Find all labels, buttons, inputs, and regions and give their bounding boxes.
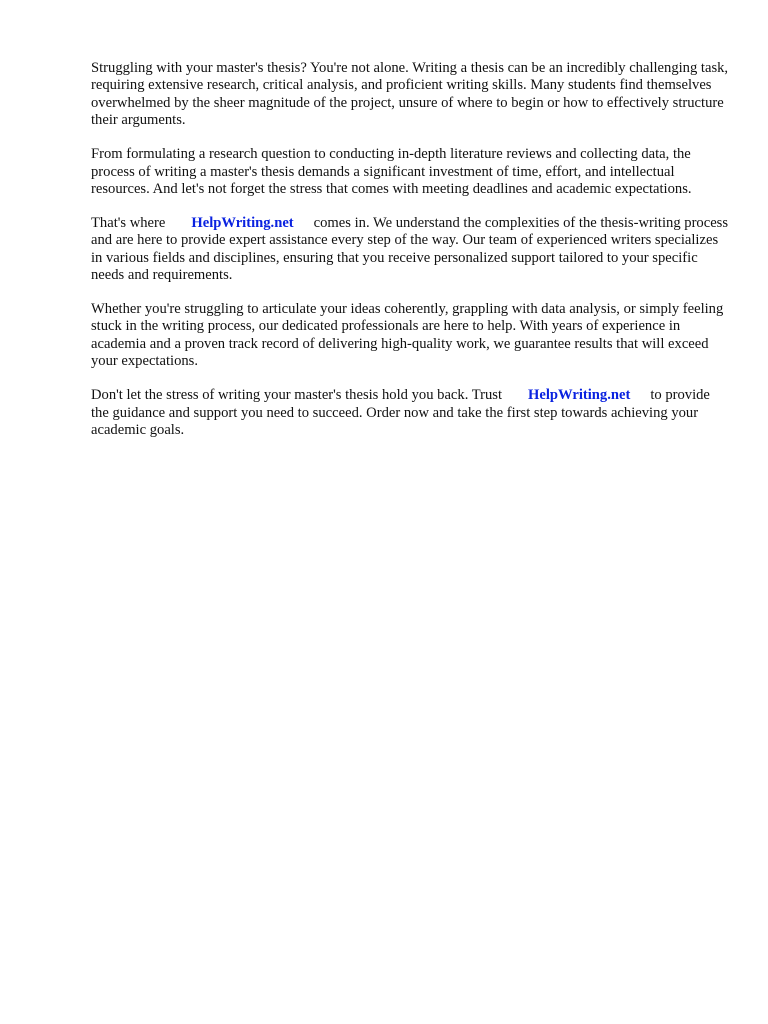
- paragraph-closing-lead: Don't let the stress of writing your master's thesis hold you back. Trust: [91, 387, 503, 404]
- paragraph-service-rest: comes in. We understand the complexities of the thesis-writing process and are here to provide expert assistance every step of the way. Our team of experienced writers specializes in various fields and disciplines, ensuring that you receive personalized support tailored to your specific needs and requirements.: [91, 214, 729, 284]
- helpwriting-link-1[interactable]: HelpWriting.net: [191, 214, 294, 231]
- document-page: [91, 60, 731, 456]
- paragraph-intro: Struggling with your master's thesis? You're not alone. Writing a thesis can be an incredibly challenging task, requiring extensive research, critical analysis, and proficient writing skills. Many students find themselves overwhelmed by the sheer magnitude of the project, unsure of where to begin or how to effectively structure their arguments.: [91, 60, 729, 129]
- paragraph-closing-rest: to provide the guidance and support you need to succeed. Order now and take the first step towards achieving your academic goals.: [91, 387, 710, 438]
- paragraph-service-lead: That's where: [91, 214, 166, 231]
- helpwriting-link-2[interactable]: HelpWriting.net: [528, 387, 631, 404]
- paragraph-expertise: Whether you're struggling to articulate your ideas coherently, grappling with data analysis, or simply feeling stuck in the writing process, our dedicated professionals are here to help. With years of experience in academia and a proven track record of delivering high-quality work, we guarantee results that will exceed your expectations.: [91, 300, 724, 370]
- paragraph-closing: [91, 387, 731, 439]
- paragraph-service: [91, 215, 731, 285]
- paragraph-process: From formulating a research question to conducting in-depth literature reviews and collecting data, the process of writing a master's thesis demands a significant investment of time, effort, and intellectual resources. And let's not forget the stress that comes with meeting deadlines and academic expectations.: [91, 146, 692, 197]
